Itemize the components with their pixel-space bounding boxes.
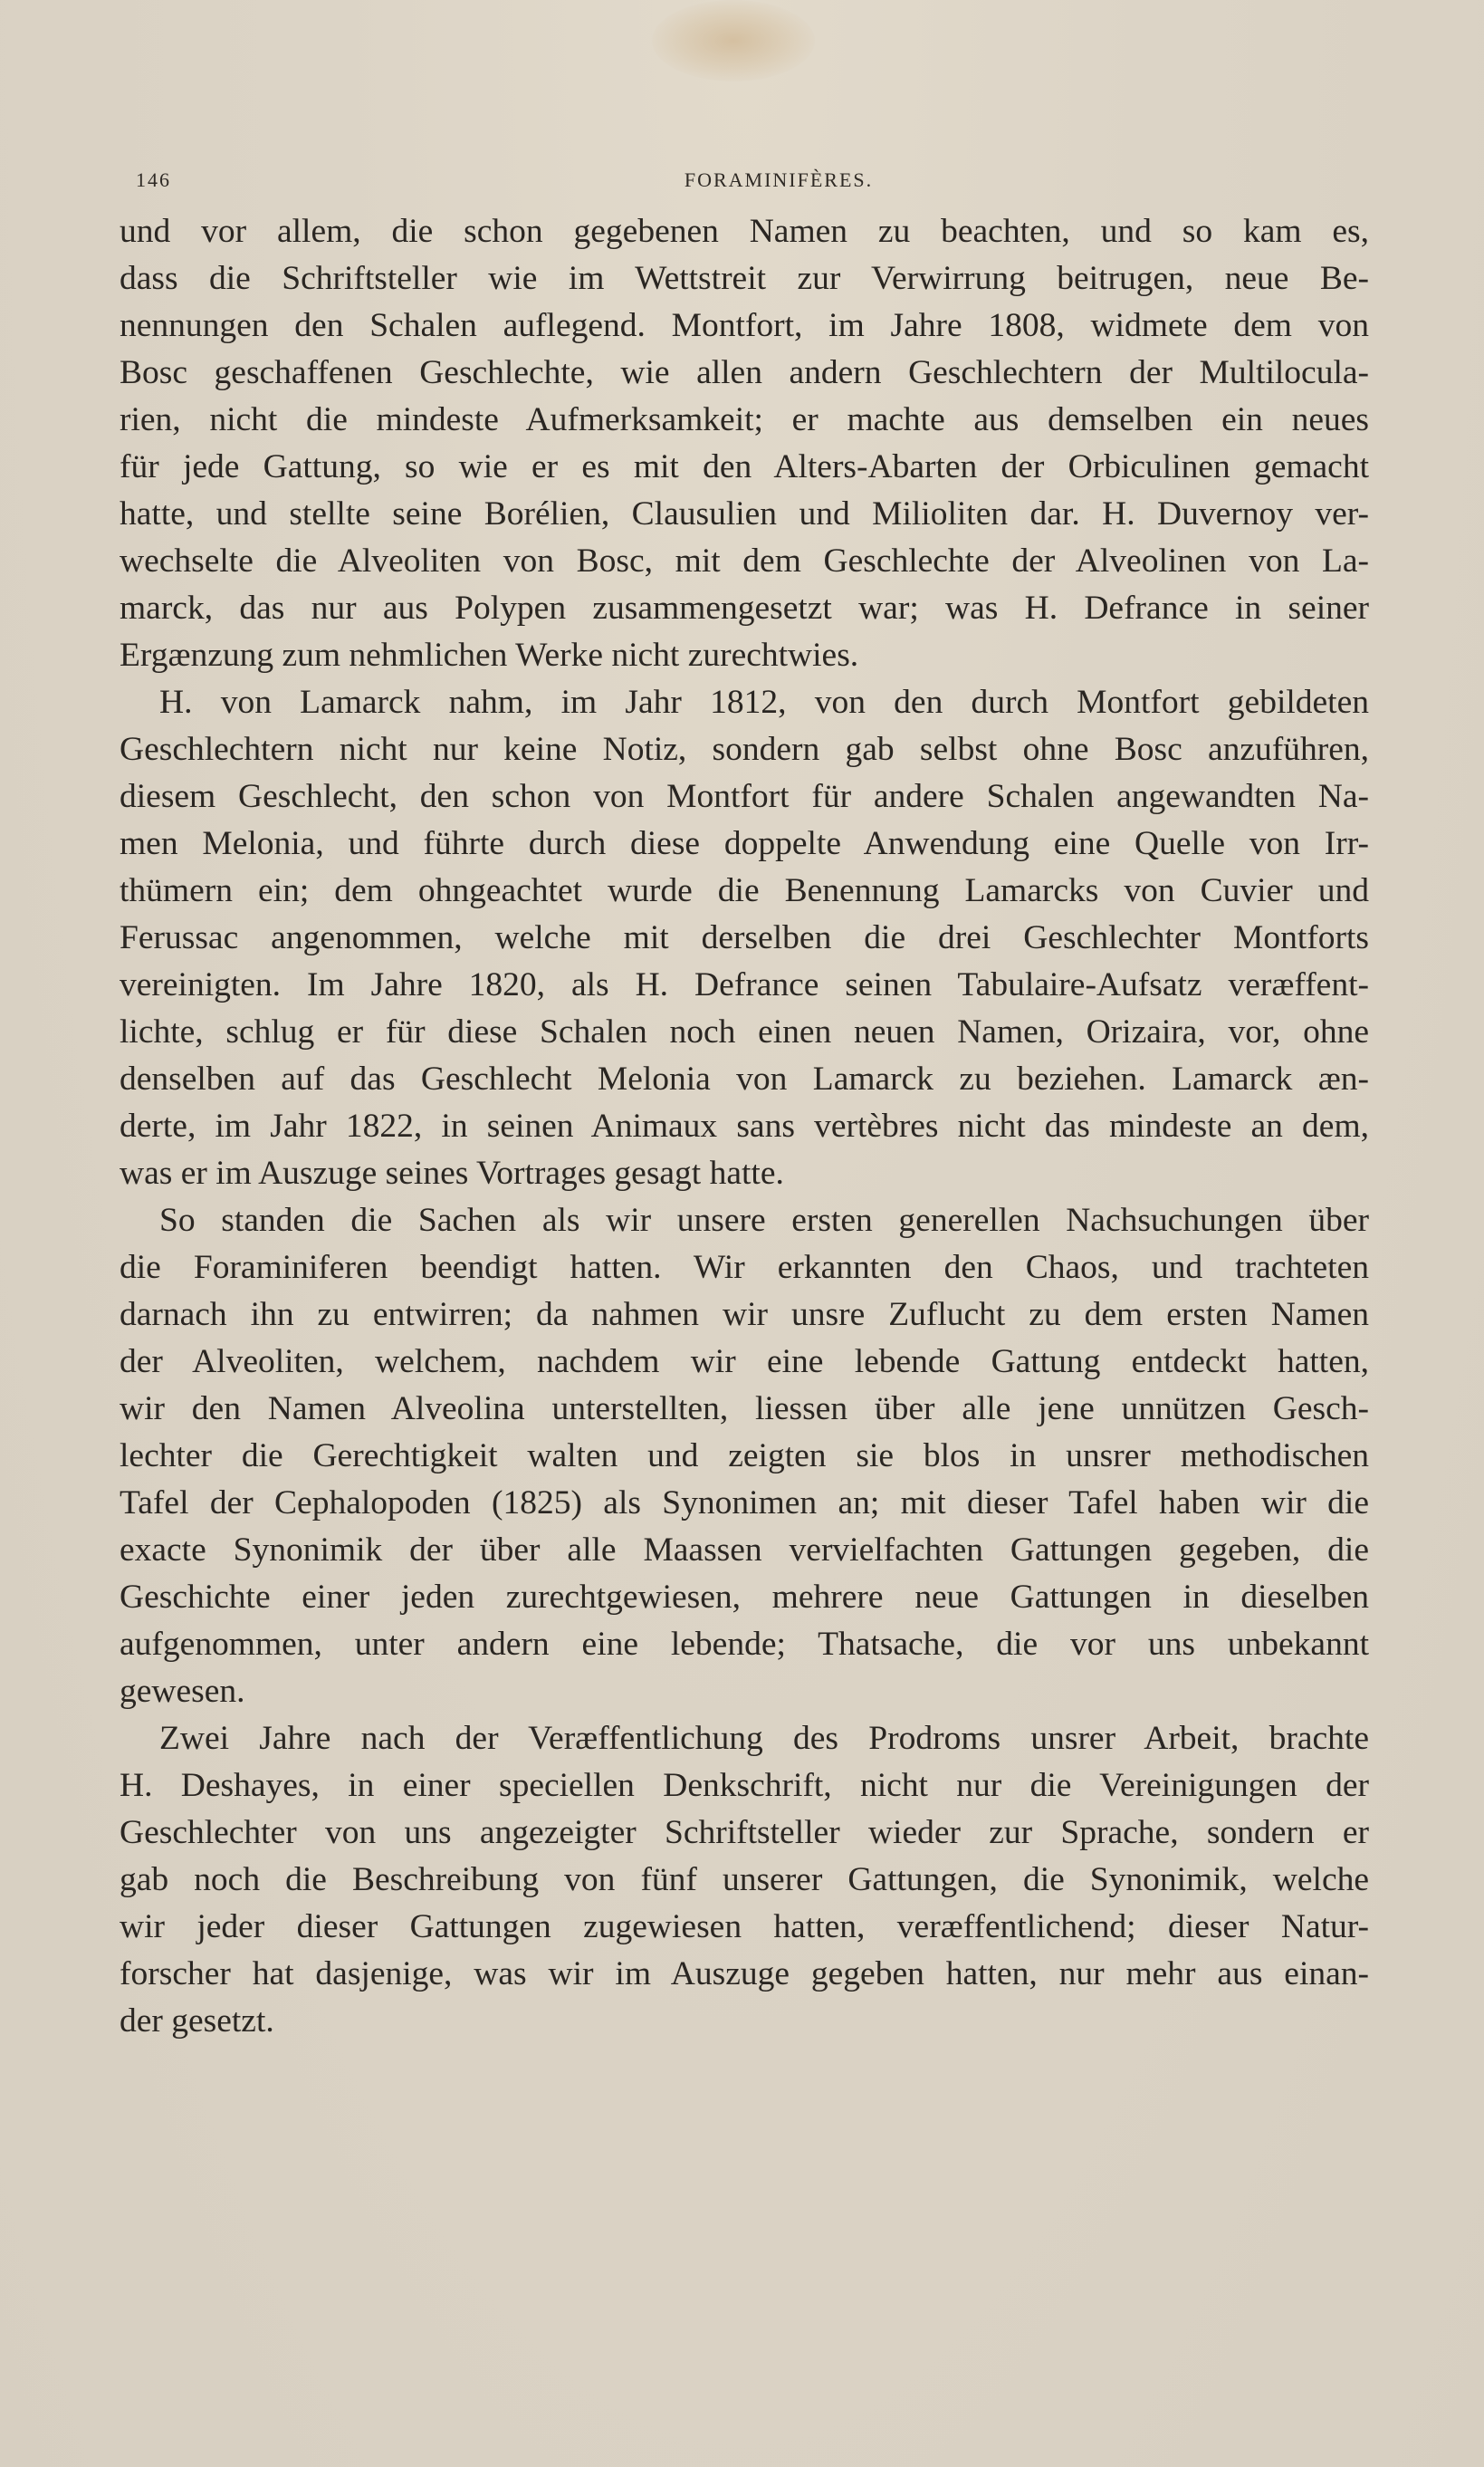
text-line: H. Deshayes, in einer speciellen Denkschrift, nicht nur die Vereinigungen der	[120, 1767, 1369, 1804]
text-line: Zwei Jahre nach der Veræffentlichung des Prodroms unsrer Arbeit, brachte	[159, 1720, 1369, 1757]
text-line: aufgenommen, unter andern eine lebende; Thatsache, die vor uns unbekannt	[120, 1626, 1369, 1663]
text-line: men Melonia, und führte durch diese doppelte Anwendung eine Quelle von Irr-	[120, 825, 1369, 862]
text-line: forscher hat dasjenige, was wir im Auszuge gegeben hatten, nur mehr aus einan-	[120, 1955, 1369, 1992]
paper-stain	[652, 0, 815, 82]
text-line: für jede Gattung, so wie er es mit den Alters-Abarten der Orbiculinen gemacht	[120, 448, 1369, 485]
text-line: rien, nicht die mindeste Aufmerksamkeit; er machte aus demselben ein neues	[120, 401, 1369, 438]
text-line: und vor allem, die schon gegebenen Namen zu beachten, und so kam es,	[120, 213, 1369, 250]
body-text	[120, 208, 1369, 2045]
text-line: vereinigten. Im Jahre 1820, als H. Defrance seinen Tabulaire-Aufsatz veræffent-	[120, 966, 1369, 1003]
text-line: marck, das nur aus Polypen zusammengesetzt war; was H. Defrance in seiner	[120, 590, 1369, 627]
text-line: Ergænzung zum nehmlichen Werke nicht zurechtwies.	[120, 637, 859, 674]
text-line: Geschichte einer jeden zurechtgewiesen, mehrere neue Gattungen in dieselben	[120, 1579, 1369, 1616]
text-line: lichte, schlug er für diese Schalen noch einen neuen Namen, Orizaira, vor, ohne	[120, 1013, 1369, 1051]
text-line: denselben auf das Geschlecht Melonia von Lamarck zu beziehen. Lamarck æn-	[120, 1061, 1369, 1098]
text-line: die Foraminiferen beendigt hatten. Wir erkannten den Chaos, und trachteten	[120, 1249, 1369, 1286]
text-line: gewesen.	[120, 1673, 245, 1710]
page-number: 146	[136, 168, 171, 191]
text-line: diesem Geschlecht, den schon von Montfort für andere Schalen angewandten Na-	[120, 778, 1369, 815]
text-line: wir jeder dieser Gattungen zugewiesen hatten, veræffentlichend; dieser Natur-	[120, 1908, 1369, 1945]
text-line: nennungen den Schalen auflegend. Montfort, im Jahre 1808, widmete dem von	[120, 307, 1369, 344]
text-line: lechter die Gerechtigkeit walten und zeigten sie blos in unsrer methodischen	[120, 1437, 1369, 1474]
text-line: Geschlechter von uns angezeigter Schriftsteller wieder zur Sprache, sondern er	[120, 1814, 1369, 1851]
page-title: FORAMINIFÈRES.	[684, 168, 874, 191]
text-line: wechselte die Alveoliten von Bosc, mit dem Geschlechte der Alveolinen von La-	[120, 542, 1369, 580]
text-line: dass die Schriftsteller wie im Wettstreit zur Verwirrung beitrugen, neue Be-	[120, 260, 1369, 297]
text-line: der Alveoliten, welchem, nachdem wir eine lebende Gattung entdeckt hatten,	[120, 1343, 1369, 1380]
text-line: gab noch die Beschreibung von fünf unserer Gattungen, die Synonimik, welche	[120, 1861, 1369, 1898]
text-line: H. von Lamarck nahm, im Jahr 1812, von den durch Montfort gebildeten	[159, 684, 1369, 721]
text-line: So standen die Sachen als wir unsere ersten generellen Nachsuchungen über	[159, 1202, 1369, 1239]
text-line: was er im Auszuge seines Vortrages gesagt hatte.	[120, 1155, 784, 1192]
text-line: Tafel der Cephalopoden (1825) als Synonimen an; mit dieser Tafel haben wir die	[120, 1484, 1369, 1521]
text-line: darnach ihn zu entwirren; da nahmen wir unsre Zuflucht zu dem ersten Namen	[120, 1296, 1369, 1333]
text-line: wir den Namen Alveolina unterstellten, liessen über alle jene unnützen Gesch-	[120, 1390, 1369, 1427]
text-line: exacte Synonimik der über alle Maassen vervielfachten Gattungen gegeben, die	[120, 1531, 1369, 1569]
text-line: derte, im Jahr 1822, in seinen Animaux sans vertèbres nicht das mindeste an dem,	[120, 1108, 1369, 1145]
text-line: thümern ein; dem ohngeachtet wurde die Benennung Lamarcks von Cuvier und	[120, 872, 1369, 909]
text-line: der gesetzt.	[120, 2002, 274, 2040]
text-line: Ferussac angenommen, welche mit derselben die drei Geschlechter Montforts	[120, 919, 1369, 956]
text-line: Bosc geschaffenen Geschlechte, wie allen andern Geschlechtern der Multilocula-	[120, 354, 1369, 391]
running-head	[136, 168, 1367, 196]
text-line: Geschlechtern nicht nur keine Notiz, sondern gab selbst ohne Bosc anzuführen,	[120, 731, 1369, 768]
text-line: hatte, und stellte seine Borélien, Clausulien und Milioliten dar. H. Duvernoy ver-	[120, 495, 1369, 533]
